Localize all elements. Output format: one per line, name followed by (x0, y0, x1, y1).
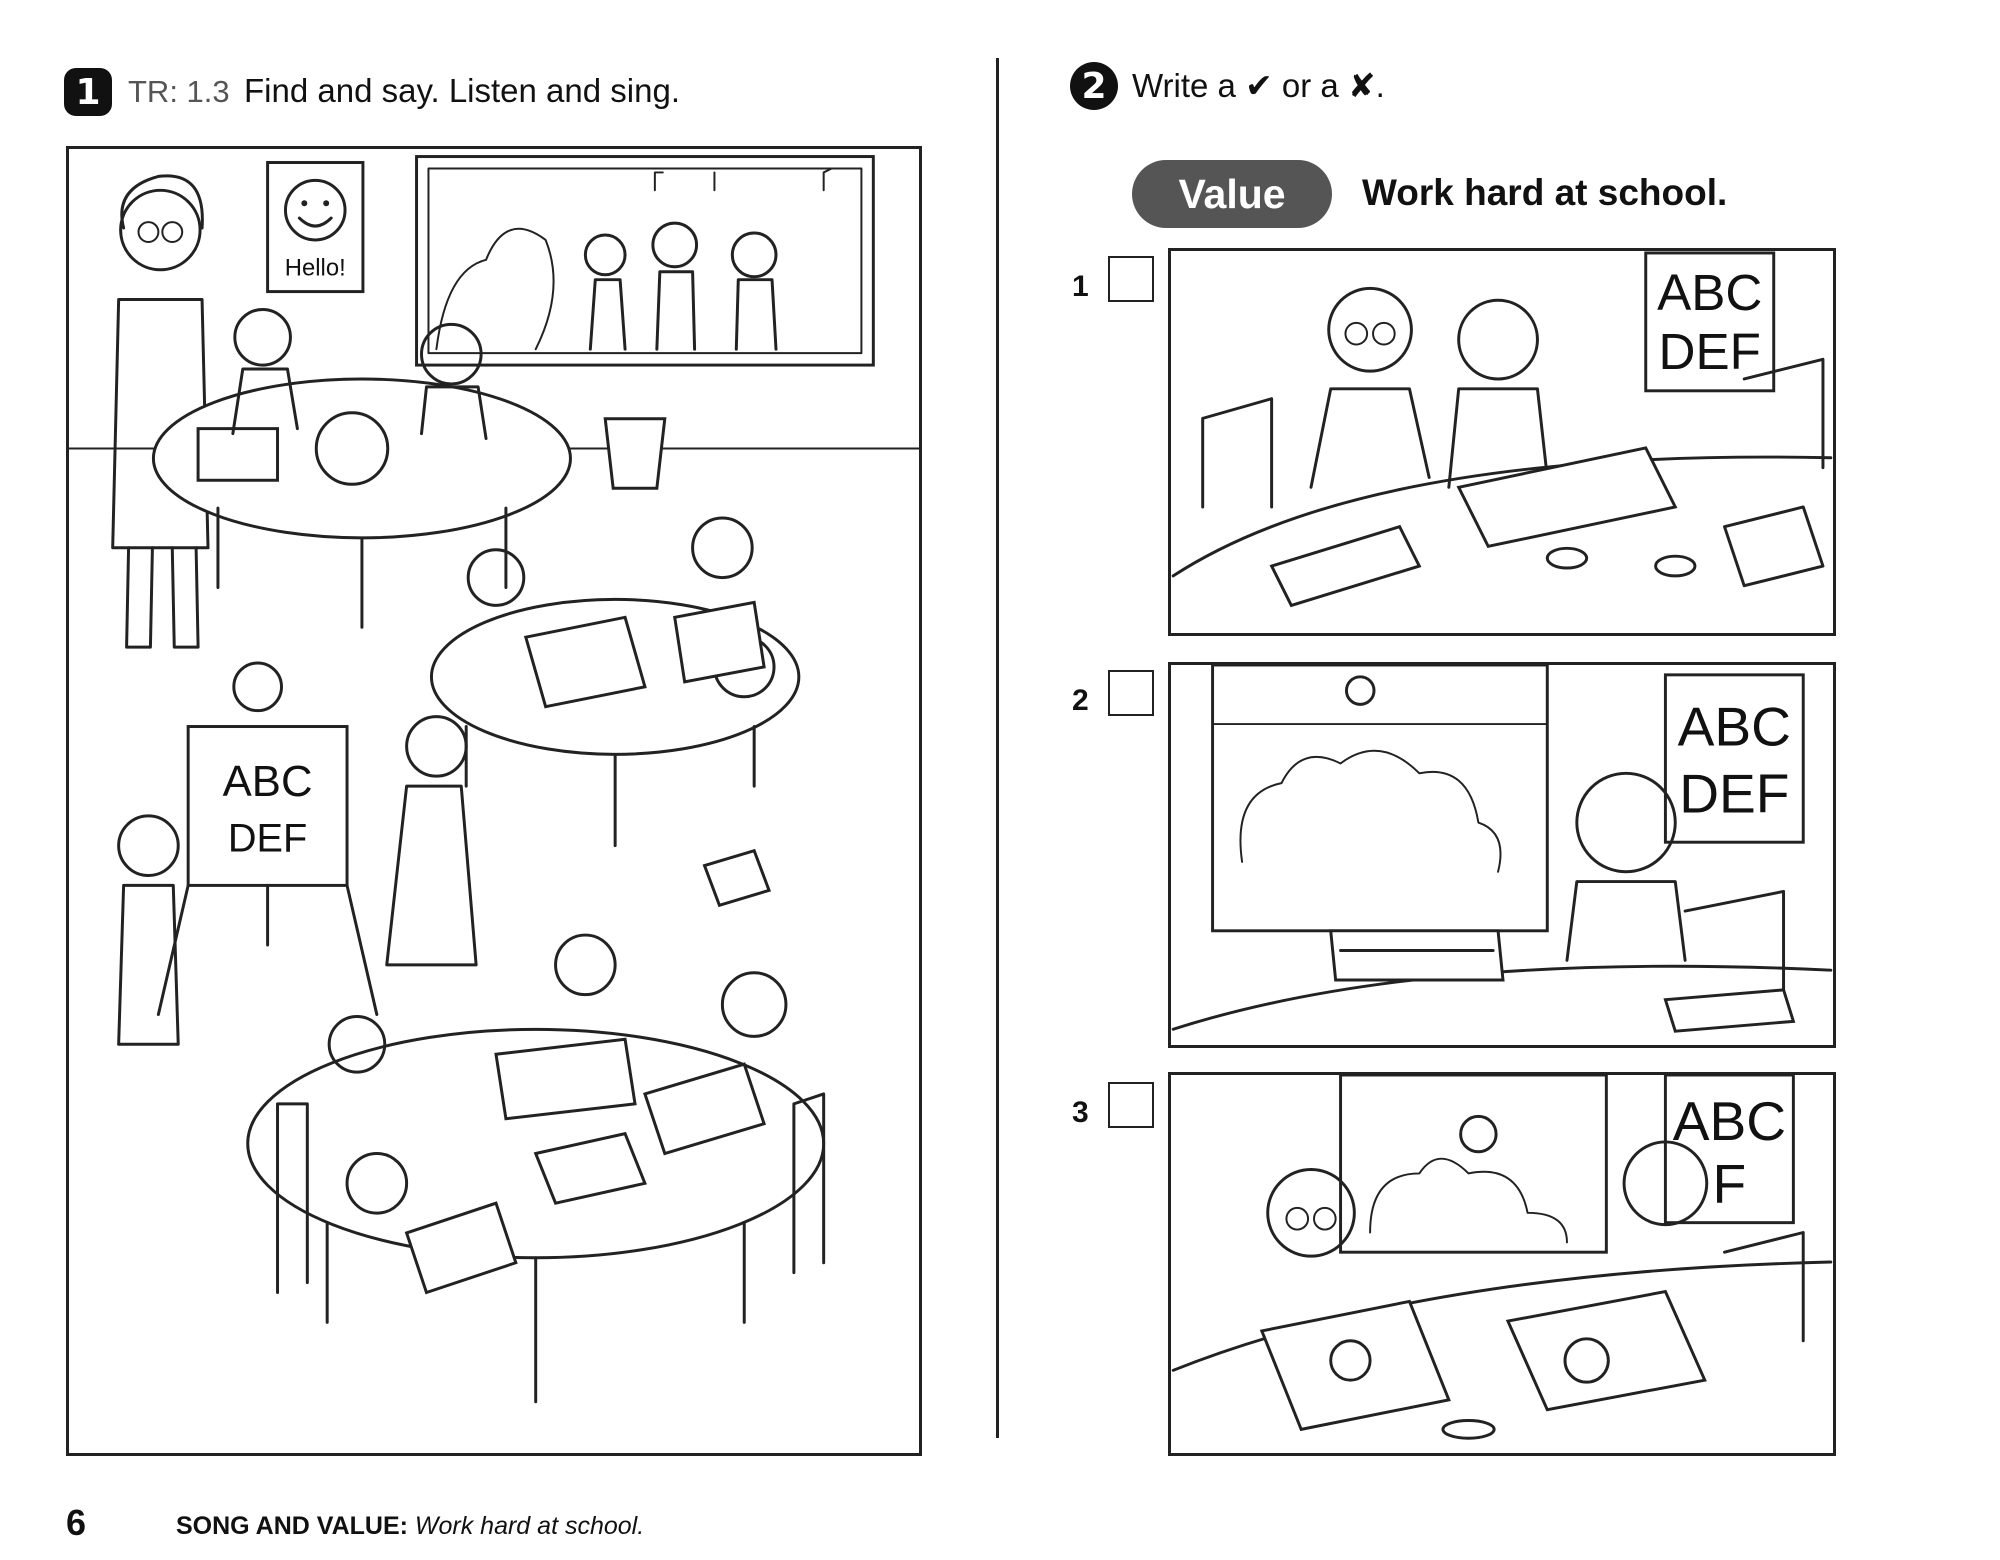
item-1-drawing (1171, 251, 1833, 633)
page-divider (996, 58, 999, 1438)
item-3-illustration (1168, 1072, 1836, 1456)
item-2-number: 2 (1072, 684, 1089, 717)
item-3-board-line-2: F (1712, 1152, 1747, 1215)
item-3-number: 3 (1072, 1096, 1089, 1129)
item-2-board-line-2: DEF (1679, 762, 1790, 825)
poster-hello-text: Hello! (284, 254, 346, 282)
item-2-illustration (1168, 662, 1836, 1048)
instruction-suffix: . (1375, 67, 1385, 104)
exercise-1-instruction: Find and say. Listen and sing. (244, 72, 680, 109)
item-1-checkbox[interactable] (1108, 256, 1154, 302)
instruction-middle: or a (1281, 67, 1339, 104)
item-3-board-line-1: ABC (1672, 1089, 1787, 1152)
item-2-drawing (1171, 665, 1833, 1045)
easel-line-2: DEF (227, 816, 308, 861)
classroom-scene-drawing (69, 149, 919, 1453)
check-mark-icon: ✔ (1245, 67, 1273, 104)
item-3-checkbox[interactable] (1108, 1082, 1154, 1128)
exercise-2-number-badge: 2 (1070, 62, 1118, 110)
item-1-board-line-2: DEF (1658, 323, 1761, 381)
item-3-drawing (1171, 1075, 1833, 1453)
classroom-scene-illustration (66, 146, 922, 1456)
page-number: 6 (66, 1502, 87, 1543)
footer-section-text: Work hard at school. (414, 1512, 645, 1540)
item-2-checkbox[interactable] (1108, 670, 1154, 716)
item-1-board-line-1: ABC (1657, 264, 1763, 322)
footer-section-title (176, 1512, 644, 1541)
footer-section-label: SONG AND VALUE: (176, 1512, 408, 1540)
exercise-1-number-badge: 1 (64, 68, 112, 116)
value-statement: Work hard at school. (1362, 172, 1728, 213)
item-2-board-line-1: ABC (1677, 695, 1791, 758)
item-1-number: 1 (1072, 270, 1089, 303)
instruction-prefix: Write a (1132, 67, 1236, 104)
value-label-pill: Value (1132, 160, 1332, 228)
track-code: TR: 1.3 (128, 74, 230, 109)
item-1-illustration (1168, 248, 1836, 636)
cross-mark-icon: ✘ (1347, 67, 1376, 104)
easel-line-1: ABC (222, 757, 313, 807)
exercise-2-instruction (1132, 66, 1385, 105)
